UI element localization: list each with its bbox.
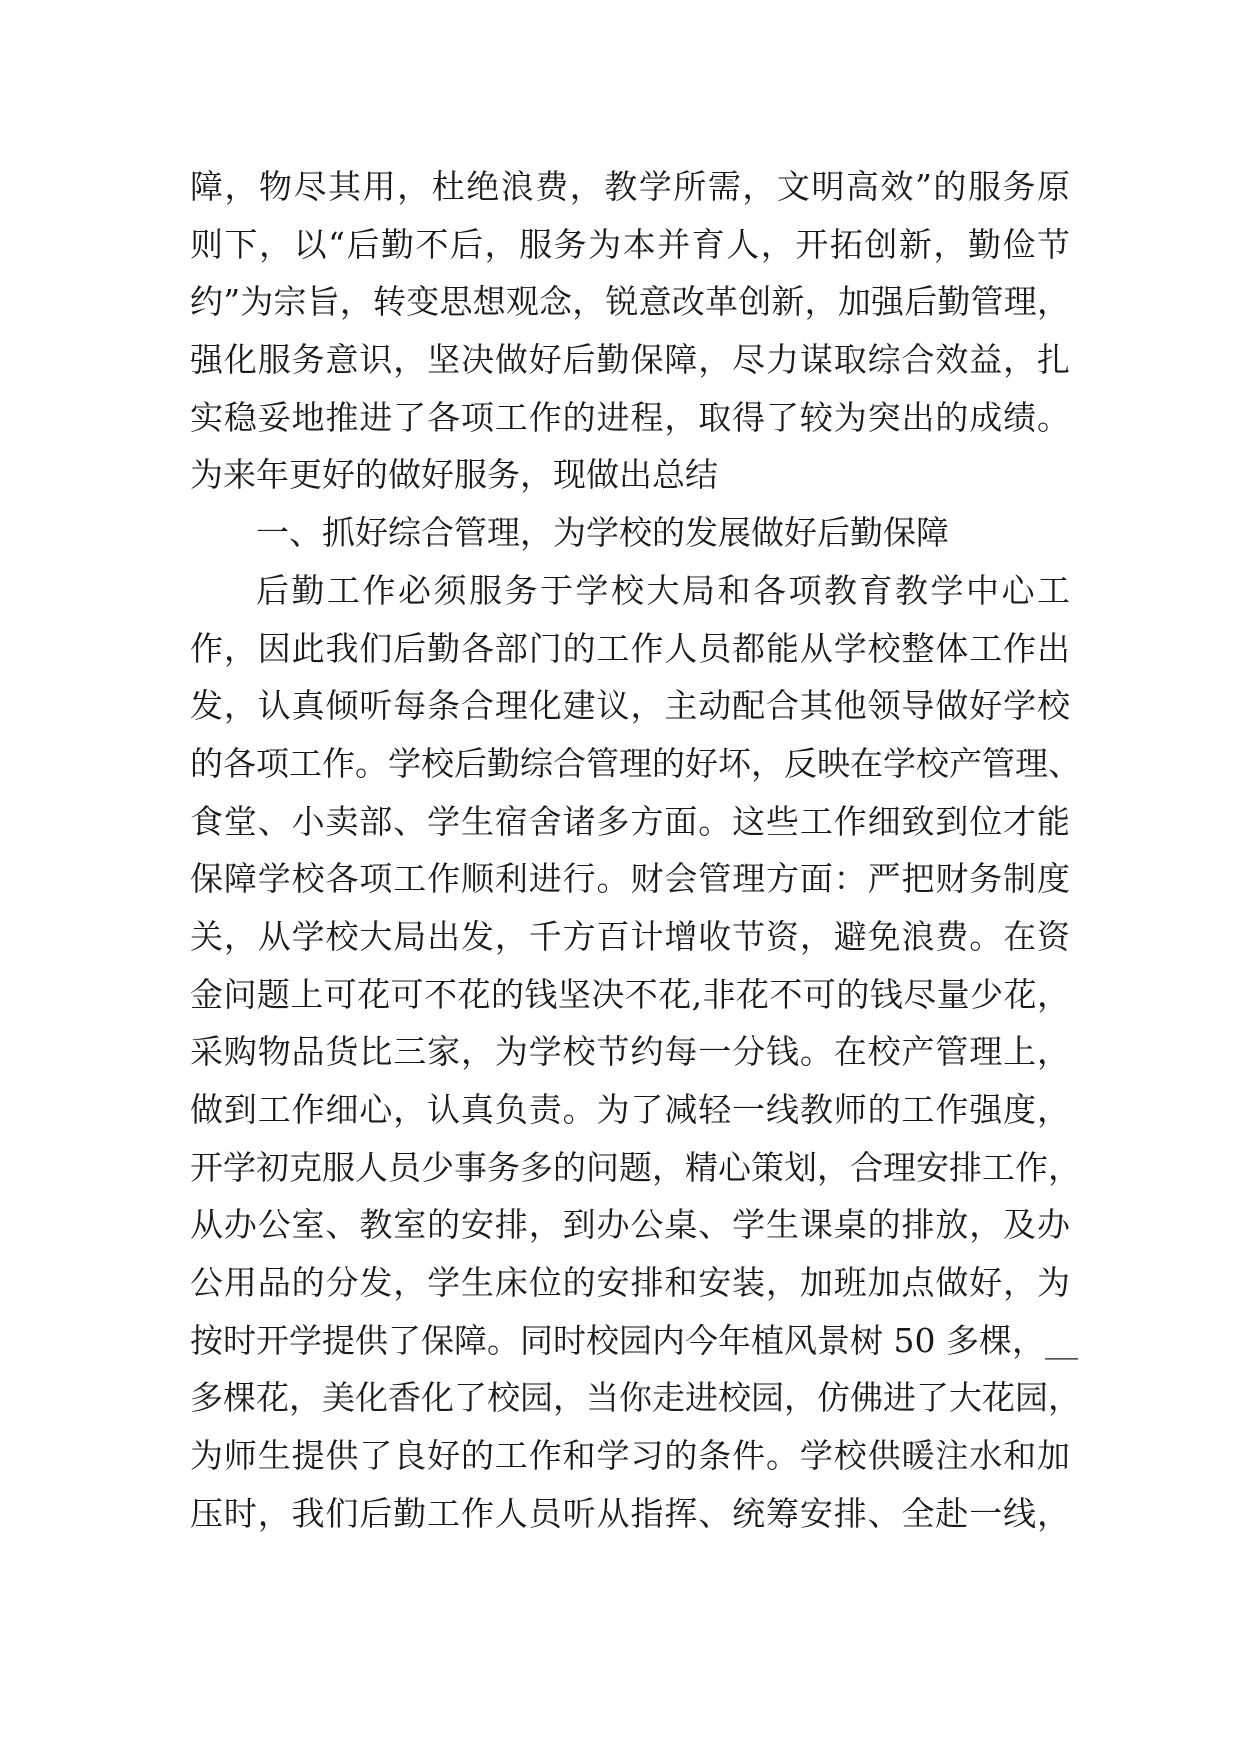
text-line: 发，认真倾听每条合理化建议，主动配合其他领导做好学校 (190, 686, 1070, 726)
paragraph-first-line: 后勤工作必须服务于学校大局和各项教育教学中心工 (256, 570, 1070, 610)
text-line: 多棵花，美化香化了校园，当你走进校园，仿佛进了大花园， (190, 1378, 1081, 1418)
text-line: 开学初克服人员少事务多的问题，精心策划，合理安排工作， (190, 1147, 1081, 1187)
text-line: 保障学校各项工作顺利进行。财会管理方面：严把财务制度 (190, 859, 1070, 899)
text-line: 采购物品货比三家，为学校节约每一分钱。在校产管理上， (190, 1032, 1070, 1072)
text-line: 实稳妥地推进了各项工作的进程，取得了较为突出的成绩。 (190, 397, 1070, 437)
text-line: 金问题上可花可不花的钱坚决不花,非花不可的钱尽量少花， (190, 974, 1070, 1014)
text-line: 障，物尽其用，杜绝浪费，教学所需，文明高效”的服务原 (190, 167, 1070, 206)
text-line: 则下，以“后勤不后，服务为本并育人，开拓创新，勤俭节 (190, 224, 1070, 264)
text-line: 公用品的分发，学生床位的安排和安装，加班加点做好，为 (190, 1263, 1070, 1303)
section-heading: 一、抓好综合管理，为学校的发展做好后勤保障 (256, 513, 949, 553)
text-line: 作，因此我们后勤各部门的工作人员都能从学校整体工作出 (190, 628, 1070, 668)
text-line: 按时开学提供了保障。同时校园内今年植风景树 50 多棵，__ (190, 1320, 1078, 1360)
text-line: 压时，我们后勤工作人员听从指挥、统筹安排、全赴一线， (190, 1493, 1070, 1533)
text-line: 食堂、小卖部、学生宿舍诸多方面。这些工作细致到位才能 (190, 801, 1070, 841)
text-line: 做到工作细心，认真负责。为了减轻一线教师的工作强度， (190, 1090, 1070, 1129)
text-line: 为来年更好的做好服务，现做出总结 (190, 455, 718, 495)
text-line: 关，从学校大局出发，千方百计增收节资，避免浪费。在资 (190, 916, 1070, 956)
text-line: 约”为宗旨，转变思想观念，锐意改革创新，加强后勤管理， (190, 282, 1070, 322)
text-line: 强化服务意识，坚决做好后勤保障，尽力谋取综合效益，扎 (190, 340, 1070, 380)
text-line: 从办公室、教室的安排，到办公桌、学生课桌的排放，及办 (190, 1205, 1070, 1245)
document-body (190, 158, 1081, 1543)
text-line: 为师生提供了良好的工作和学习的条件。学校供暖注水和加 (190, 1436, 1070, 1476)
text-line: 的各项工作。学校后勤综合管理的好坏，反映在学校产管理、 (190, 743, 1081, 783)
